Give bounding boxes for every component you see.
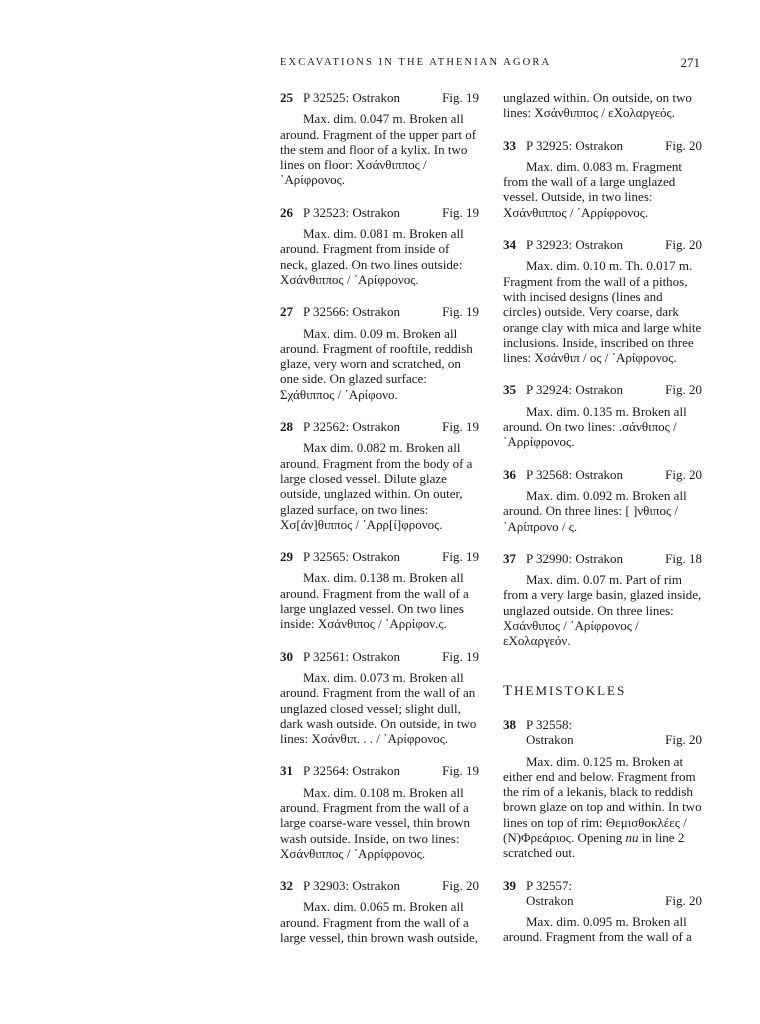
entry-description: Max. dim. 0.108 m. Broken all around. Fragment from the wall of a large coarse-ware vessel, thin brown wash outside. Inside, on two lines: Χσάνθιππος / ᾽Αρρίφρονος. [280, 784, 470, 861]
entry-number: 38 [503, 716, 516, 732]
entry-32-continuation: unglazed within. On outside, on two lines: Χσάνθιππος / εΧολαργεός. [503, 90, 692, 121]
catalog-entry-30 [280, 649, 479, 747]
entry-number: 29 [280, 549, 293, 565]
entry-header [503, 717, 702, 748]
entry-description: Max dim. 0.082 m. Broken all around. Fragment from the body of a large closed vessel. Dilute glaze outside, unglazed within. On outer, glazed surface, on two lines: Χσ[άν]θιππος / ᾽Αρρ[ί]φρονος. [280, 440, 473, 532]
catalog-entry-31 [280, 763, 479, 861]
entry-number: 26 [280, 204, 293, 220]
entry-description [503, 754, 702, 861]
entry-header [503, 237, 702, 252]
entry-accession: P 32924: Ostrakon [526, 382, 624, 398]
entry-accession: P 32923: Ostrakon [526, 237, 624, 253]
entry-number: 39 [503, 877, 516, 893]
catalog-entry-26 [280, 205, 479, 287]
entry-figure-ref: Fig. 20 [665, 137, 702, 153]
entry-figure-ref: Fig. 20 [665, 466, 702, 482]
entry-number: 32 [280, 878, 293, 894]
entry-description: Max. dim. 0.047 m. Broken all around. Fragment of the upper part of the stem and floor of a kylix. In two lines on floor: Χσάνθιππος / ᾽Αρίφρονος. [280, 111, 477, 188]
entry-number: 28 [280, 419, 293, 435]
catalog-entry-33 [503, 138, 702, 220]
entry-figure-ref: Fig. 18 [665, 550, 702, 566]
entry-description: Max. dim. 0.073 m. Broken all around. Fragment from the wall of an unglazed closed vessel; slight dull, dark wash outside. On outside, in two lines: Χσάνθιπ. . . / ᾽Αρίφρονος. [280, 669, 477, 747]
entry-header [280, 763, 479, 778]
entry-figure-ref: Fig. 19 [442, 549, 479, 565]
entry-figure-ref: Fig. 19 [442, 90, 479, 105]
entry-figure-ref: Fig. 20 [665, 732, 702, 748]
catalog-entry-36 [503, 467, 702, 534]
entry-accession: P 32561: Ostrakon [303, 648, 401, 664]
entry-number: 34 [503, 237, 516, 253]
entry-type: Ostrakon [526, 732, 574, 748]
catalog-entry-39 [503, 878, 702, 945]
entry-number: 27 [280, 304, 293, 320]
entry-number: 30 [280, 648, 293, 664]
entry-description: Max. dim. 0.138 m. Broken all around. Fragment from the wall of a large unglazed vessel. On two lines inside: Χσάνθιπος / ᾽Αρρίφον.ς. [280, 570, 469, 632]
entry-figure-ref: Fig. 20 [665, 237, 702, 253]
running-title: EXCAVATIONS IN THE ATHENIAN AGORA [280, 57, 552, 68]
entry-number: 37 [503, 550, 516, 566]
entry-figure-ref: Fig. 19 [442, 204, 479, 220]
entry-accession: P 32523: Ostrakon [303, 204, 401, 220]
entry-accession: P 32565: Ostrakon [303, 549, 401, 565]
entry-accession: P 32568: Ostrakon [526, 466, 624, 482]
entry-accession: P 32525: Ostrakon [303, 90, 401, 105]
section-heading: THEMISTOKLES [503, 682, 627, 699]
entry-type: Ostrakon [526, 892, 574, 908]
entry-figure-ref: Fig. 19 [442, 304, 479, 320]
entry-header [280, 549, 479, 564]
italic-term: nu [625, 829, 639, 845]
page-number: 271 [680, 55, 700, 70]
entry-accession: P 32566: Ostrakon [303, 304, 401, 320]
entry-header [503, 551, 702, 566]
entry-header [503, 138, 702, 153]
entry-header [280, 90, 479, 105]
entry-header [280, 878, 479, 893]
entry-description: Max. dim. 0.135 m. Broken all around. On two lines: .σάνθιπος / ᾽Αρρίφρονος. [503, 403, 687, 450]
catalog-entry-25 [280, 90, 479, 188]
entry-number: 25 [280, 90, 293, 105]
entry-header [280, 205, 479, 220]
entry-description: Max. dim. 0.07 m. Part of rim from a very large basin, glazed inside, unglazed outside. On three lines: Χσάνθιπος / ᾽Αρίφρονος / εΧολαργεόν. [503, 572, 702, 649]
right-column [503, 90, 702, 962]
catalog-entry-28 [280, 419, 479, 532]
description-text: in line 2 scratched out. [503, 829, 685, 861]
entry-description: Max. dim. 0.081 m. Broken all around. Fragment from inside of neck, glazed. On two lines outside: Χσάνθιππος / ᾽Αρίφρονος. [280, 226, 464, 287]
catalog-entry-38 [503, 717, 702, 861]
entry-description: Max. dim. 0.09 m. Broken all around. Fragment of rooftile, reddish glaze, very worn and scratched, on one side. On glazed surface: Σχάθιππος / ᾽Αρίφονο. [280, 325, 473, 402]
entry-description: Max. dim. 0.065 m. Broken all around. Fragment from the wall of a large vessel, thin brown wash outside, [280, 899, 478, 946]
catalog-entry-37 [503, 551, 702, 649]
catalog-entry-32 [280, 878, 479, 945]
entry-header [280, 304, 479, 319]
entry-header [503, 382, 702, 397]
entry-accession: P 32564: Ostrakon [303, 763, 401, 779]
entry-accession: P 32562: Ostrakon [303, 419, 401, 435]
left-column [280, 90, 479, 962]
entry-header [503, 878, 702, 909]
entry-figure-ref: Fig. 20 [665, 382, 702, 398]
entry-header [280, 419, 479, 434]
entry-accession: P 32925: Ostrakon [526, 137, 624, 153]
entry-header [503, 467, 702, 482]
entry-number: 33 [503, 137, 516, 153]
catalog-entry-35 [503, 382, 702, 449]
entry-header [280, 649, 479, 664]
entry-accession: P 32903: Ostrakon [303, 878, 401, 894]
entry-number: 36 [503, 466, 516, 482]
entry-figure-ref: Fig. 19 [442, 419, 479, 435]
running-head [280, 57, 700, 73]
entry-accession: P 32558: [526, 716, 573, 732]
entry-description: Max. dim. 0.10 m. Th. 0.017 m. Fragment from the wall of a pithos, with incised designs (lines and circles) outside. Very coarse, dark orange clay with mica and large white inclusions. Inside, inscribed on three lines: Χσάνθιπ / ος / ᾽Αρίφρονος. [503, 258, 702, 366]
entry-figure-ref: Fig. 19 [442, 648, 479, 664]
catalog-entry-29 [280, 549, 479, 631]
entry-description: Max. dim. 0.095 m. Broken all around. Fragment from the wall of a [503, 914, 692, 945]
entry-accession: P 32557: [526, 877, 573, 893]
entry-figure-ref: Fig. 20 [665, 892, 702, 908]
entry-number: 35 [503, 382, 516, 398]
catalog-entry-27 [280, 304, 479, 402]
entry-figure-ref: Fig. 19 [442, 763, 479, 779]
entry-number: 31 [280, 763, 293, 779]
entry-description: Max. dim. 0.092 m. Broken all around. On three lines: [ ]νθιπος / ᾽Αρίπρονο / ς. [503, 487, 687, 534]
catalog-entry-34 [503, 237, 702, 365]
entry-description: Max. dim. 0.083 m. Fragment from the wall of a large unglazed vessel. Outside, in two lines: Χσάνθιππος / ᾽Αρρίφρονος. [503, 158, 682, 220]
description-text: Max. dim. 0.125 m. Broken at either end and below. Fragment from the rim of a lekanis, black to reddish brown glaze on top and within. In two lines on top of rim: Θεμισθοκλέες / (Ν)Φρεάριος. Opening [503, 753, 702, 845]
entry-accession: P 32990: Ostrakon [526, 550, 624, 566]
entry-figure-ref: Fig. 20 [442, 878, 479, 894]
